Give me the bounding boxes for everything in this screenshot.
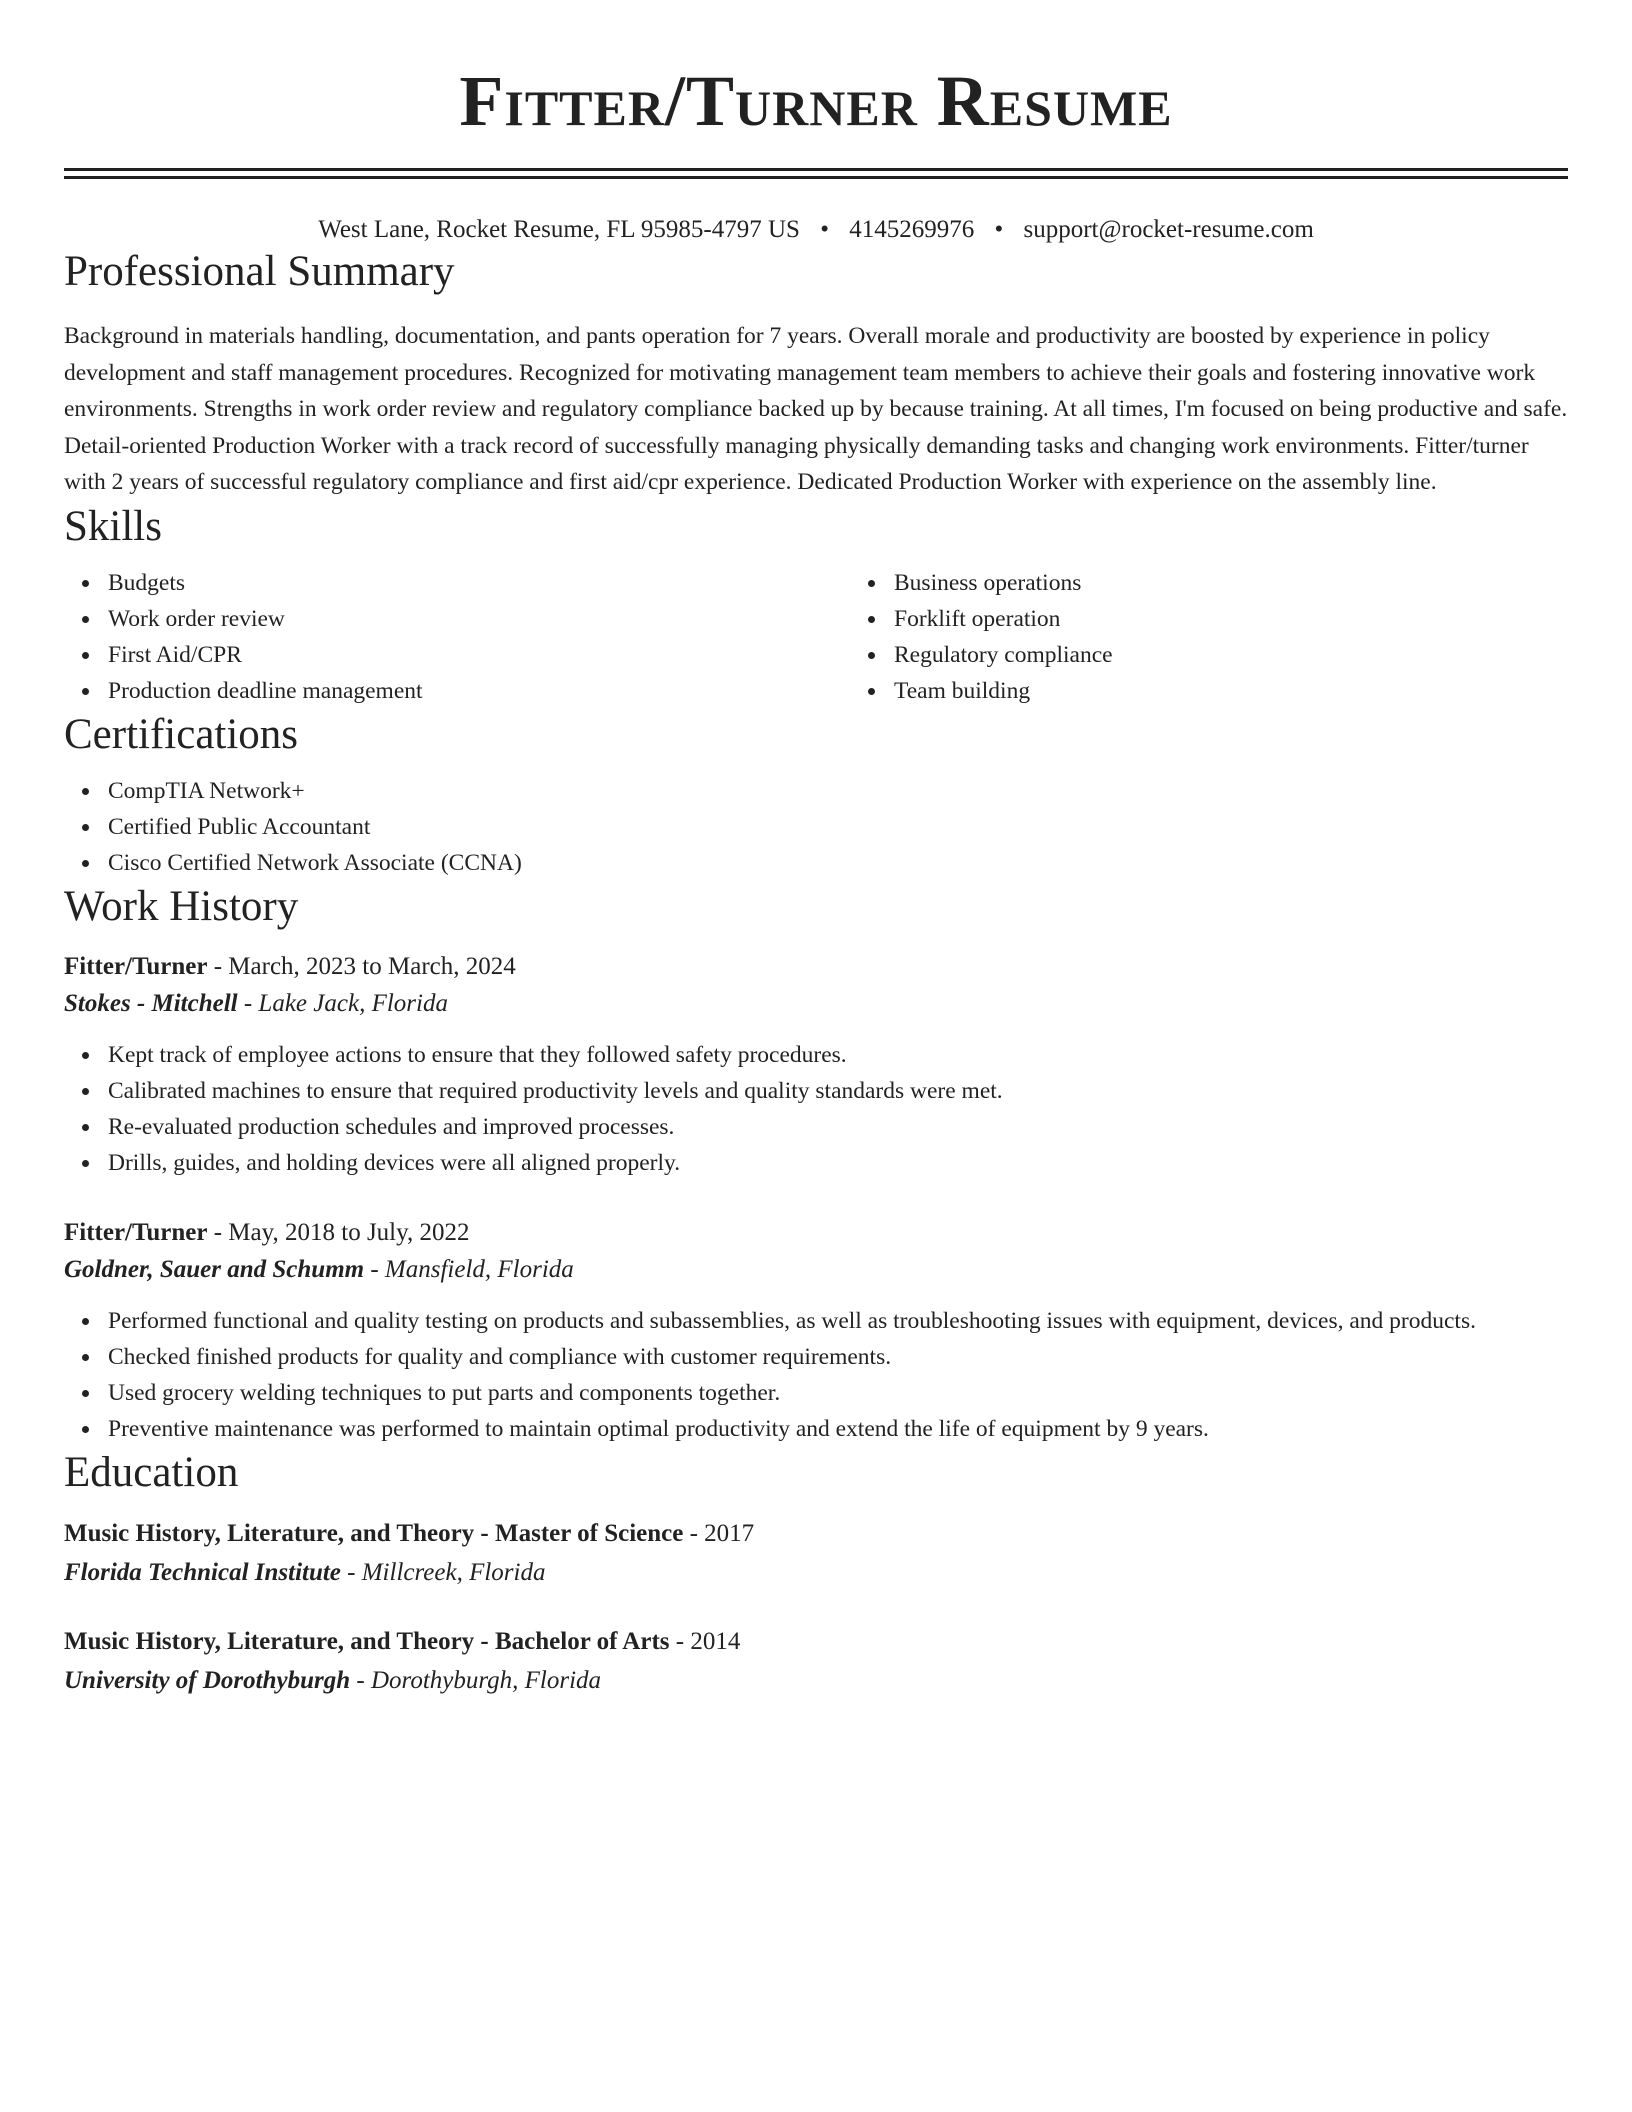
school-name: University of Dorothyburgh bbox=[64, 1666, 351, 1694]
education-entry bbox=[64, 1623, 1568, 1701]
contact-separator: • bbox=[820, 216, 829, 243]
certification-item: Certified Public Accountant bbox=[108, 809, 1568, 845]
employer-line bbox=[64, 985, 1568, 1023]
job-duty: Checked finished products for quality and compliance with customer requirements. bbox=[108, 1339, 1568, 1375]
contact-phone: 4145269976 bbox=[849, 216, 975, 243]
job-entry bbox=[64, 1215, 1568, 1447]
job-duty: Preventive maintenance was performed to maintain optimal productivity and extend the life of equipment by 9 years. bbox=[108, 1411, 1568, 1447]
contact-address: West Lane, Rocket Resume, FL 95985-4797 US bbox=[318, 216, 800, 243]
school-location: - Dorothyburgh, Florida bbox=[350, 1666, 602, 1694]
job-duty: Re-evaluated production schedules and improved processes. bbox=[108, 1109, 1568, 1145]
job-duties-list bbox=[64, 1037, 1568, 1181]
skills-heading: Skills bbox=[64, 502, 162, 550]
employer-name: Stokes - Mitchell bbox=[64, 989, 238, 1017]
degree-year: - 2014 bbox=[669, 1627, 741, 1655]
employer-location: - Lake Jack, Florida bbox=[237, 989, 448, 1017]
certifications-list bbox=[64, 773, 1568, 881]
job-title-line bbox=[64, 1215, 1568, 1251]
degree-line bbox=[64, 1515, 1568, 1553]
skill-item: Work order review bbox=[108, 601, 850, 637]
summary-heading: Professional Summary bbox=[64, 248, 455, 295]
school-line bbox=[64, 1553, 1568, 1593]
job-duty: Kept track of employee actions to ensure that they followed safety procedures. bbox=[108, 1037, 1568, 1073]
certification-item: Cisco Certified Network Associate (CCNA) bbox=[108, 845, 1568, 881]
job-duty: Drills, guides, and holding devices were all aligned properly. bbox=[108, 1145, 1568, 1181]
skill-item: Regulatory compliance bbox=[894, 637, 1632, 673]
school-location: - Millcreek, Florida bbox=[340, 1558, 546, 1586]
skill-item: First Aid/CPR bbox=[108, 637, 850, 673]
job-title: Fitter/Turner bbox=[64, 952, 208, 980]
job-title: Fitter/Turner bbox=[64, 1218, 208, 1246]
skill-item: Production deadline management bbox=[108, 673, 850, 709]
contact-email: support@rocket-resume.com bbox=[1023, 216, 1314, 243]
job-entry bbox=[64, 949, 1568, 1181]
skill-item: Budgets bbox=[108, 565, 850, 601]
skill-item: Business operations bbox=[894, 565, 1632, 601]
job-title-line bbox=[64, 949, 1568, 985]
skill-item: Team building bbox=[894, 673, 1632, 709]
contact-line bbox=[64, 214, 1568, 246]
certification-item: CompTIA Network+ bbox=[108, 773, 1568, 809]
school-name: Florida Technical Institute bbox=[64, 1558, 341, 1586]
contact-separator: • bbox=[994, 216, 1004, 243]
skills-list-left bbox=[64, 565, 850, 709]
degree-line bbox=[64, 1623, 1568, 1661]
resume-title: Fitter/Turner Resume bbox=[459, 61, 1173, 141]
degree-year: - 2017 bbox=[683, 1519, 755, 1547]
skills-list-right bbox=[850, 565, 1632, 709]
job-dates: - May, 2018 to July, 2022 bbox=[207, 1218, 470, 1246]
employer-line bbox=[64, 1251, 1568, 1289]
job-duty: Calibrated machines to ensure that required productivity levels and quality standards were met. bbox=[108, 1073, 1568, 1109]
certifications-heading: Certifications bbox=[64, 710, 299, 758]
job-dates: - March, 2023 to March, 2024 bbox=[207, 952, 516, 980]
skill-item: Forklift operation bbox=[894, 601, 1632, 637]
degree-name: Music History, Literature, and Theory - Master of Science bbox=[64, 1519, 684, 1547]
degree-name: Music History, Literature, and Theory - Bachelor of Arts bbox=[64, 1627, 670, 1655]
job-duty: Performed functional and quality testing on products and subassemblies, as well as troubleshooting issues with equipment, devices, and products. bbox=[108, 1303, 1568, 1339]
title-double-rule bbox=[64, 168, 1568, 179]
employer-name: Goldner, Sauer and Schumm bbox=[64, 1255, 365, 1283]
work-history-heading: Work History bbox=[64, 882, 299, 930]
school-line bbox=[64, 1661, 1568, 1701]
education-heading: Education bbox=[64, 1448, 239, 1496]
education-entry bbox=[64, 1515, 1568, 1593]
skills-grid bbox=[64, 553, 1568, 709]
employer-location: - Mansfield, Florida bbox=[364, 1255, 574, 1283]
job-duties-list bbox=[64, 1303, 1568, 1447]
summary-text: Background in materials handling, documentation, and pants operation for 7 years. Overall morale and productivity are boosted by experience in policy development and staff management procedures. Recognized for motivating management team members to achieve their goals and fostering innovative work environments. Strengths in work order review and regulatory compliance backed up by because training. At all times, I'm focused on being productive and safe. Detail-oriented Production Worker with a track record of successfully managing physically demanding tasks and changing work environments. Fitter/turner with 2 years of successful regulatory compliance and first aid/cpr experience. Dedicated Production Worker with experience on the assembly line. bbox=[64, 323, 1568, 495]
job-duty: Used grocery welding techniques to put parts and components together. bbox=[108, 1375, 1568, 1411]
